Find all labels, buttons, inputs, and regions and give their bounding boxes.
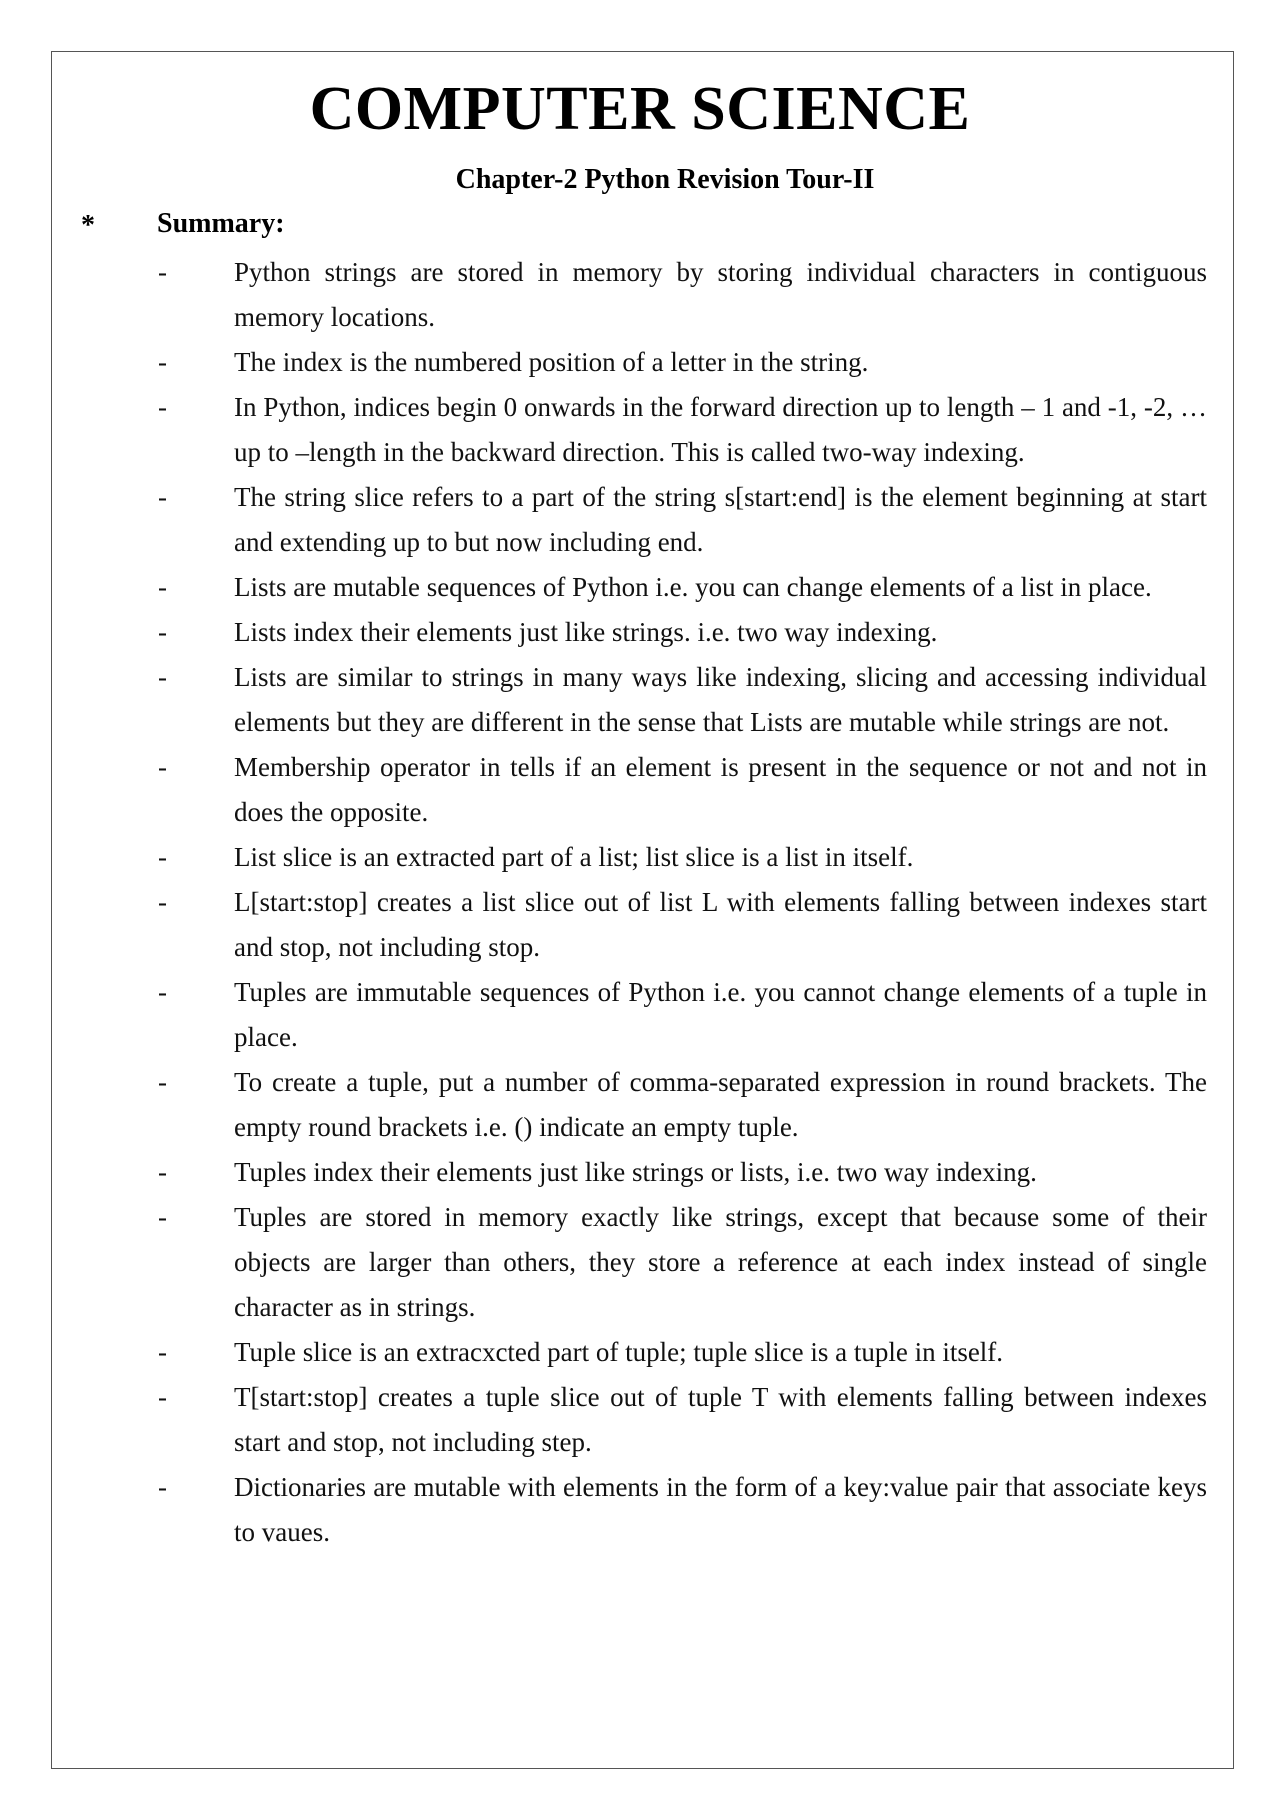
point-text: Tuples are immutable sequences of Python i.e. you cannot change elements of a tuple in place.: [234, 977, 1207, 1052]
summary-point-16: [0, 1375, 1207, 1465]
chapter-subtitle: Chapter-2 Python Revision Tour-II: [455, 164, 875, 195]
point-text: Lists are similar to strings in many ways like indexing, slicing and accessing individual elements but they are different in the sense that Lists are mutable while strings are not.: [234, 662, 1207, 737]
point-text: In Python, indices begin 0 onwards in the forward direction up to length – 1 and -1, -2, … up to –length in the backward direction. This is called two-way indexing.: [234, 392, 1207, 467]
dash-bullet: -: [158, 572, 167, 602]
point-text: Tuples are stored in memory exactly like strings, except that because some of their objects are larger than others, they store a reference at each index instead of single character as in strings.: [234, 1202, 1207, 1322]
summary-point-5: [0, 565, 1207, 610]
dash-bullet: -: [158, 617, 167, 647]
summary-point-2: [0, 340, 1207, 385]
point-text: Dictionaries are mutable with elements in the form of a key:value pair that associate keys to vaues.: [234, 1472, 1207, 1547]
summary-point-11: [0, 970, 1207, 1060]
summary-point-8: [0, 745, 1207, 835]
summary-point-12: [0, 1060, 1207, 1150]
point-text: L[start:stop] creates a list slice out of list L with elements falling between indexes start and stop, not including stop.: [234, 887, 1207, 962]
point-text: T[start:stop] creates a tuple slice out of tuple T with elements falling between indexes start and stop, not including step.: [234, 1382, 1207, 1457]
dash-bullet: -: [158, 752, 167, 782]
summary-point-7: [0, 655, 1207, 745]
dash-bullet: -: [158, 1157, 167, 1187]
point-text: Python strings are stored in memory by storing individual characters in contiguous memory locations.: [234, 257, 1207, 332]
point-text: Membership operator in tells if an element is present in the sequence or not and not in does the opposite.: [234, 752, 1207, 827]
dash-bullet: -: [158, 977, 167, 1007]
summary-point-10: [0, 880, 1207, 970]
point-text: Tuples index their elements just like strings or lists, i.e. two way indexing.: [234, 1157, 1037, 1187]
dash-bullet: -: [158, 1382, 167, 1412]
summary-list: [0, 250, 1280, 1555]
dash-bullet: -: [158, 1067, 167, 1097]
summary-point-17: [0, 1465, 1207, 1555]
point-text: Lists are mutable sequences of Python i.e. you can change elements of a list in place.: [234, 572, 1152, 602]
point-text: Lists index their elements just like strings. i.e. two way indexing.: [234, 617, 938, 647]
asterisk-marker: *: [81, 210, 95, 241]
point-text: To create a tuple, put a number of comma-separated expression in round brackets. The empty round brackets i.e. () indicate an empty tuple.: [234, 1067, 1207, 1142]
document-title: COMPUTER SCIENCE: [309, 75, 971, 143]
dash-bullet: -: [158, 482, 167, 512]
summary-point-13: [0, 1150, 1207, 1195]
summary-heading: Summary:: [157, 208, 285, 239]
dash-bullet: -: [158, 347, 167, 377]
dash-bullet: -: [158, 1472, 167, 1502]
summary-point-6: [0, 610, 1207, 655]
dash-bullet: -: [158, 887, 167, 917]
dash-bullet: -: [158, 257, 167, 287]
dash-bullet: -: [158, 1337, 167, 1367]
dash-bullet: -: [158, 1202, 167, 1232]
dash-bullet: -: [158, 392, 167, 422]
summary-point-9: [0, 835, 1207, 880]
point-text: The index is the numbered position of a letter in the string.: [234, 347, 869, 377]
point-text: Tuple slice is an extracxcted part of tuple; tuple slice is a tuple in itself.: [234, 1337, 1004, 1367]
summary-point-4: [0, 475, 1207, 565]
point-text: List slice is an extracted part of a list; list slice is a list in itself.: [234, 842, 914, 872]
summary-point-1: [0, 250, 1207, 340]
point-text: The string slice refers to a part of the string s[start:end] is the element beginning at start and extending up to but now including end.: [234, 482, 1207, 557]
summary-point-15: [0, 1330, 1207, 1375]
dash-bullet: -: [158, 842, 167, 872]
summary-header: [0, 208, 1280, 248]
summary-point-14: [0, 1195, 1207, 1330]
summary-point-3: [0, 385, 1207, 475]
dash-bullet: -: [158, 662, 167, 692]
